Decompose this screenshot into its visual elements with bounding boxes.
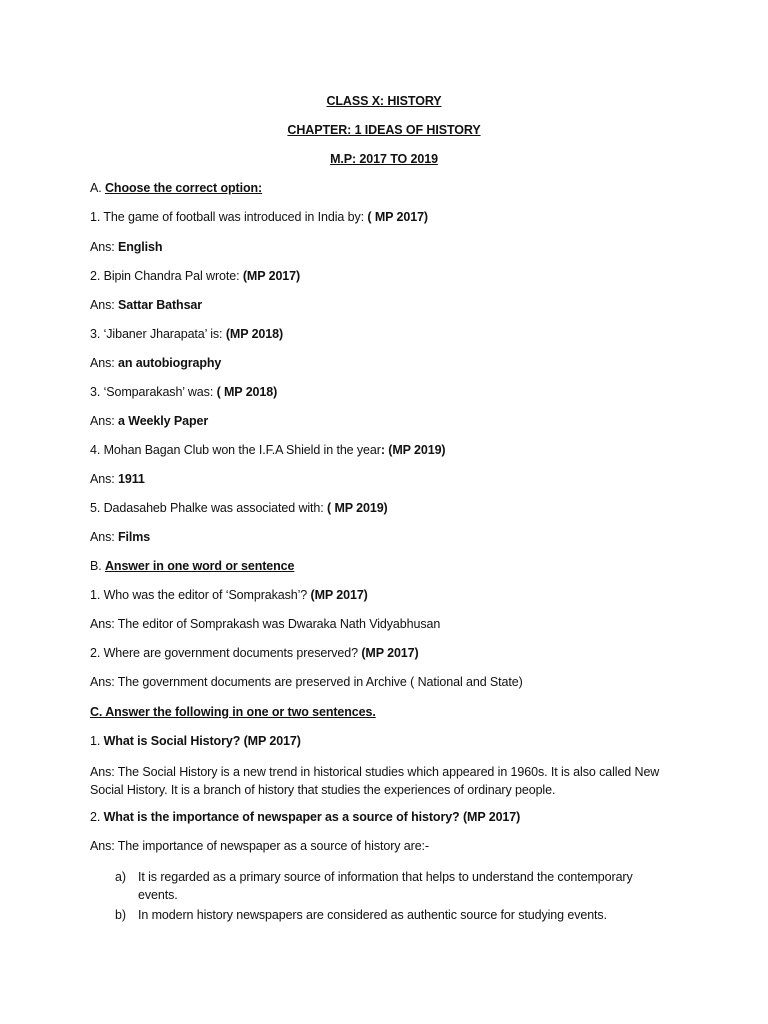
- answer-prefix: Ans:: [90, 530, 118, 544]
- answer-text: English: [118, 240, 163, 254]
- answer-a5: [90, 472, 145, 486]
- answer-text: Sattar Bathsar: [118, 298, 203, 312]
- answer-prefix: Ans:: [90, 472, 118, 486]
- list-text: In modern history newspapers are considered as authentic source for studying events.: [138, 908, 607, 922]
- question-text: What is the importance of newspaper as a source of history? (MP 2017): [103, 810, 521, 824]
- exam-range-title: M.P: 2017 TO 2019: [330, 152, 438, 166]
- exam-tag: (MP 2017): [361, 646, 419, 660]
- answer-b1: Ans: The editor of Somprakash was Dwaraka Nath Vidyabhusan: [90, 617, 441, 631]
- question-number: 1.: [90, 734, 104, 748]
- question-c1: [90, 734, 301, 748]
- answer-text: an autobiography: [118, 356, 222, 370]
- question-a4: [90, 385, 277, 399]
- list-marker: b): [115, 908, 126, 922]
- question-b2: [90, 646, 419, 660]
- question-text: 2. Bipin Chandra Pal wrote:: [90, 269, 243, 283]
- answer-b2: Ans: The government documents are preserved in Archive ( National and State): [90, 675, 523, 689]
- answer-a3: [90, 356, 221, 370]
- question-a1: [90, 210, 428, 224]
- list-item: [115, 868, 675, 904]
- class-title: CLASS X: HISTORY: [326, 94, 442, 108]
- exam-tag: (MP 2017): [242, 269, 301, 283]
- list-text: It is regarded as a primary source of information that helps to understand the contemporary events.: [138, 870, 633, 902]
- exam-tag: : (MP 2019): [380, 443, 446, 457]
- exam-tag: ( MP 2019): [327, 501, 388, 515]
- exam-tag: (MP 2017): [310, 588, 368, 602]
- answer-a4: [90, 414, 208, 428]
- answer-text: 1911: [118, 472, 145, 486]
- answer-a1: [90, 240, 162, 254]
- answer-text: a Weekly Paper: [118, 414, 209, 428]
- question-text: What is Social History? (MP 2017): [103, 734, 301, 748]
- question-text: 2. Where are government documents preserved?: [90, 646, 362, 660]
- question-text: 3. ‘Jibaner Jharapata’ is:: [90, 327, 226, 341]
- question-text: 4. Mohan Bagan Club won the I.F.A Shield in the year: [90, 443, 381, 457]
- answer-c1: Ans: The Social History is a new trend in historical studies which appeared in 1960s. It is also called New Social History. It is a branch of history that studies the experiences of ordinary people.: [90, 765, 660, 797]
- section-b-title: Answer in one word or sentence: [104, 559, 295, 573]
- exam-tag: (MP 2018): [225, 327, 284, 341]
- section-c-heading: C. Answer the following in one or two sentences.: [90, 705, 376, 719]
- answer-prefix: Ans:: [90, 298, 118, 312]
- question-text: 3. ‘Somparakash’ was:: [90, 385, 217, 399]
- question-b1: [90, 588, 368, 602]
- chapter-title: CHAPTER: 1 IDEAS OF HISTORY: [287, 123, 481, 137]
- answer-c2: Ans: The importance of newspaper as a source of history are:-: [90, 839, 429, 853]
- section-b-prefix: B.: [90, 559, 105, 573]
- section-a-prefix: A.: [90, 181, 105, 195]
- question-a3: [90, 327, 283, 341]
- section-b-heading: [90, 559, 294, 573]
- question-a5: [90, 443, 446, 457]
- question-c2: [90, 810, 520, 824]
- answer-a2: [90, 298, 202, 312]
- question-a6: [90, 501, 388, 515]
- exam-tag: ( MP 2018): [216, 385, 278, 399]
- answer-prefix: Ans:: [90, 240, 118, 254]
- question-text: 5. Dadasaheb Phalke was associated with:: [90, 501, 328, 515]
- answer-prefix: Ans:: [90, 414, 118, 428]
- question-number: 2.: [90, 810, 104, 824]
- question-text: 1. Who was the editor of ‘Somprakash’?: [90, 588, 311, 602]
- section-a-title: Choose the correct option:: [104, 181, 263, 195]
- exam-tag: ( MP 2017): [367, 210, 428, 224]
- list-item: [115, 906, 675, 924]
- section-a-heading: [90, 181, 262, 195]
- answer-prefix: Ans:: [90, 356, 118, 370]
- answer-text: Films: [118, 530, 151, 544]
- question-text: 1. The game of football was introduced in India by:: [90, 210, 368, 224]
- question-a2: [90, 269, 300, 283]
- list-marker: a): [115, 870, 126, 884]
- answer-a6: [90, 530, 150, 544]
